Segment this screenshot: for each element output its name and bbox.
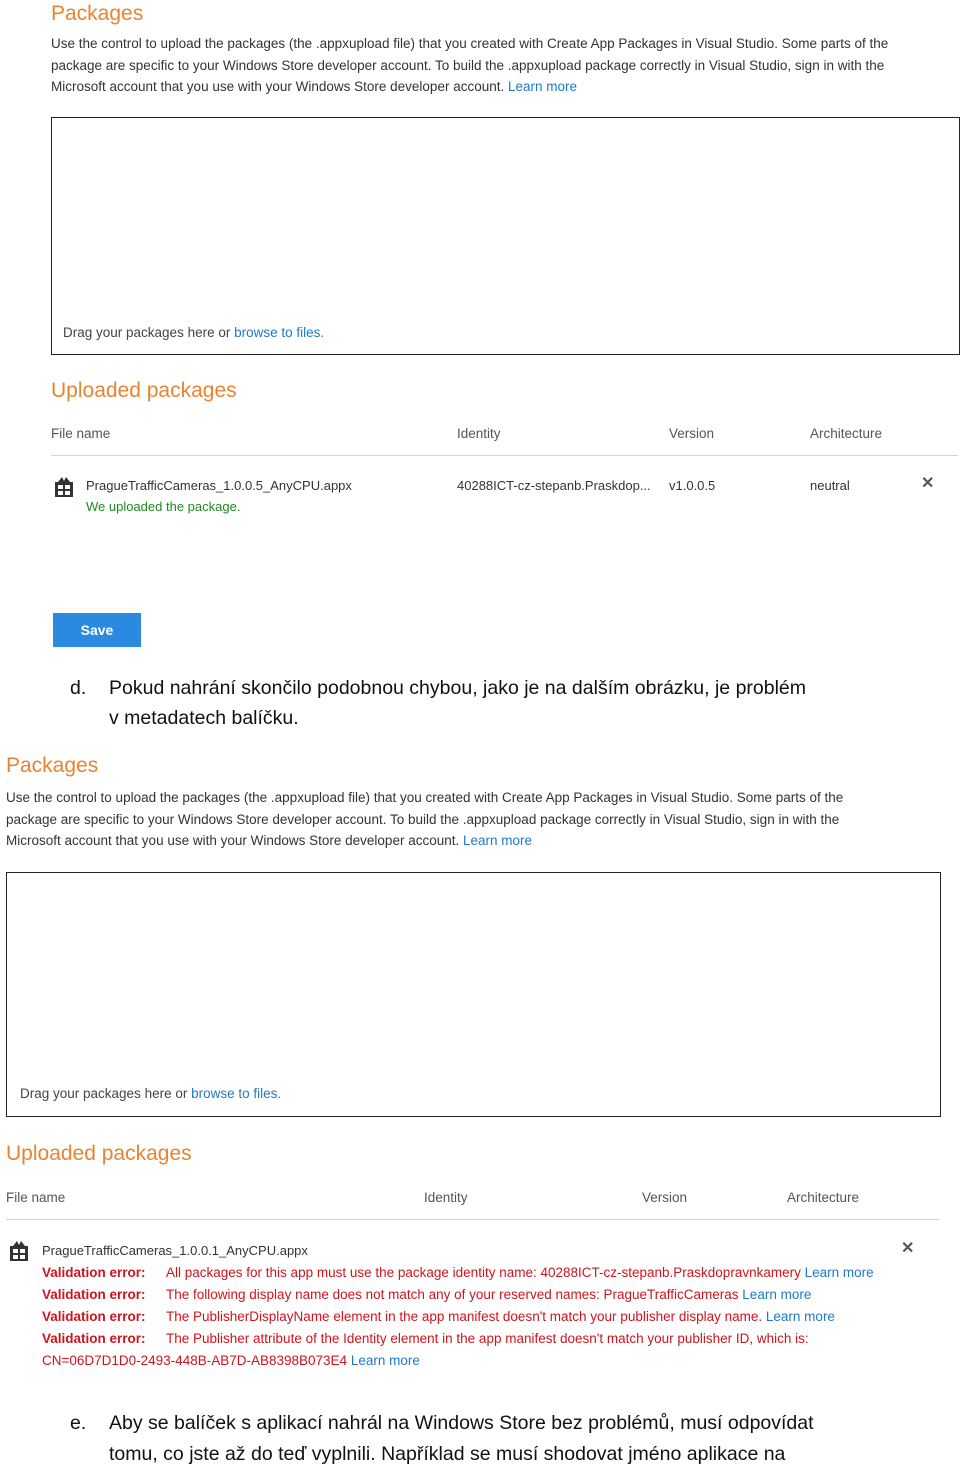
description-line: Microsoft account that you use with your Windows Store developer account. Learn more (6, 833, 533, 848)
description-line: Microsoft account that you use with your Windows Store developer account. Learn more (51, 79, 578, 94)
validation-error: Validation error: The following display name does not match any of your reserved names: PragueTrafficCameras Learn more (42, 1287, 812, 1302)
learn-more-link[interactable]: Learn more (742, 1287, 812, 1302)
paragraph-line: tomu, co jste až do teď vyplnili. Například se musí shodovat jméno aplikace na (109, 1443, 786, 1465)
package-drop-zone[interactable] (6, 872, 941, 1117)
table-divider (51, 455, 958, 456)
row-file-name: PragueTrafficCameras_1.0.0.5_AnyCPU.appx (86, 478, 352, 493)
column-header-version: Version (669, 426, 715, 441)
drop-instruction: Drag your packages here or browse to files. (63, 325, 325, 340)
learn-more-link[interactable]: Learn more (350, 1353, 420, 1368)
row-file-name: PragueTrafficCameras_1.0.0.1_AnyCPU.appx (42, 1243, 308, 1258)
validation-error: Validation error: The Publisher attribute of the Identity element in the app manifest doesn't match your publisher ID, which is: (42, 1331, 809, 1346)
packages-description (51, 33, 951, 98)
table-divider (6, 1219, 939, 1220)
row-version: v1.0.0.5 (669, 478, 716, 493)
browse-files-link[interactable]: browse to files. (234, 325, 325, 340)
column-header-version: Version (642, 1190, 688, 1205)
learn-more-link[interactable]: Learn more (508, 79, 578, 94)
uploaded-packages-title: Uploaded packages (6, 1142, 192, 1165)
row-architecture: neutral (810, 478, 850, 493)
column-header-identity: Identity (424, 1190, 468, 1205)
row-identity: 40288ICT-cz-stepanb.Praskdop... (457, 478, 651, 493)
column-header-identity: Identity (457, 426, 501, 441)
drop-instruction: Drag your packages here or browse to files. (20, 1086, 282, 1101)
close-icon[interactable]: ✕ (901, 1240, 915, 1257)
learn-more-link[interactable]: Learn more (463, 833, 533, 848)
upload-success-message: We uploaded the package. (86, 499, 241, 514)
validation-error-continuation: CN=06D7D1D0-2493-448B-AB7D-AB8398B073E4 Learn more (42, 1353, 420, 1368)
description-line: package are specific to your Windows Store developer account. To build the .appxupload package correctly in Visual Studio, sign in with the (51, 57, 885, 73)
validation-error: Validation error: All packages for this app must use the package identity name: 40288ICT-cz-stepanb.Praskdopravnkamery Learn more (42, 1265, 874, 1280)
paragraph-line: Aby se balíček s aplikací nahrál na Windows Store bez problémů, musí odpovídat (109, 1412, 814, 1434)
description-line: package are specific to your Windows Store developer account. To build the .appxupload package correctly in Visual Studio, sign in with the (6, 811, 840, 827)
packages-title: Packages (51, 2, 144, 25)
packages-description (6, 787, 926, 852)
learn-more-link[interactable]: Learn more (804, 1265, 874, 1280)
description-line: Use the control to upload the packages (the .appxupload file) that you created with Create App Packages in Visual Studio. Some parts of the (6, 790, 844, 805)
column-header-file-name: File name (51, 426, 111, 441)
browse-files-link[interactable]: browse to files. (191, 1086, 282, 1101)
validation-errors (42, 1262, 874, 1372)
package-drop-zone[interactable] (51, 117, 960, 355)
learn-more-link[interactable]: Learn more (765, 1309, 835, 1324)
uploaded-packages-title: Uploaded packages (51, 379, 237, 402)
packages-title: Packages (6, 754, 99, 777)
column-header-architecture: Architecture (787, 1190, 860, 1205)
list-marker: e. (70, 1412, 87, 1434)
paragraph-line: v metadatech balíčku. (109, 707, 299, 729)
description-line: Use the control to upload the packages (the .appxupload file) that you created with Create App Packages in Visual Studio. Some parts of the (51, 36, 889, 51)
validation-error: Validation error: The PublisherDisplayName element in the app manifest doesn't match your publisher display name. Learn more (42, 1309, 835, 1324)
package-icon (8, 1240, 30, 1262)
package-icon (53, 476, 75, 498)
list-marker: d. (70, 677, 87, 699)
column-header-file-name: File name (6, 1190, 66, 1205)
save-button[interactable]: Save (53, 613, 141, 647)
close-icon[interactable]: ✕ (921, 475, 935, 492)
paragraph-line: Pokud nahrání skončilo podobnou chybou, jako je na dalším obrázku, je problém (109, 677, 807, 699)
column-header-architecture: Architecture (810, 426, 883, 441)
